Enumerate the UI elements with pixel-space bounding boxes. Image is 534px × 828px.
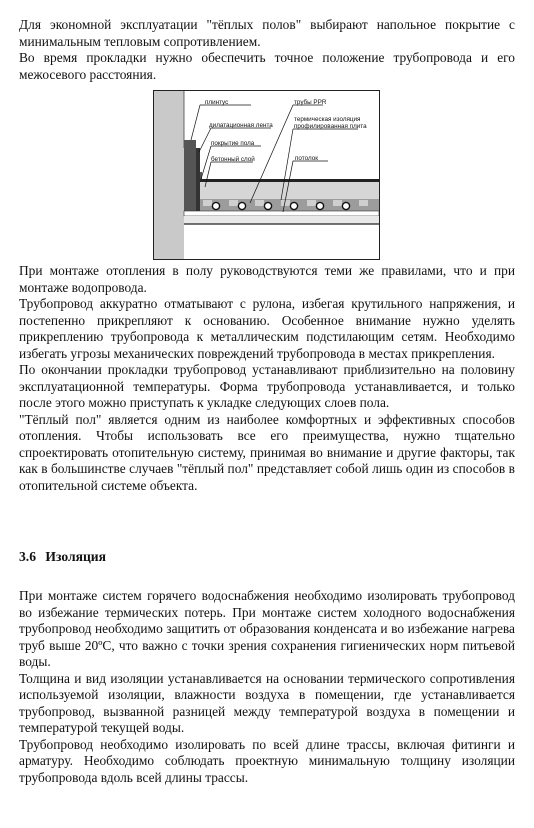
label-insulation-2: профилированная плита — [294, 123, 367, 130]
paragraph: Трубопровод аккуратно отматывают с рулона, избегая крутильного напряжения, и постепенно прикрепляют к основанию. Особенное внимание нужно уделять прикреплению трубопровода к металлическим подстилающим сетям. Необходимо избегать угрозы механических повреждений трубопровода в местах прикрепления. — [19, 296, 515, 361]
paragraph: Толщина и вид изоляции устанавливается на основании термического сопротивления используемой изоляции, влажности воздуха в помещении, где устанавливается трубопровод, вызванной разницей между температурой воздуха в помещении и температурой текущей воды. — [19, 670, 515, 735]
section-heading — [19, 549, 106, 565]
section-title: Изоляция — [45, 549, 106, 564]
paragraph: Трубопровод необходимо изолировать по всей длине трассы, включая фитинги и арматуру. Необходимо соблюдать проектную минимальную толщину изоляции трубопровода вдоль всей длины трассы. — [19, 736, 515, 785]
intro-text — [19, 17, 515, 83]
plinth-shape — [184, 140, 196, 215]
ceiling-shape — [184, 211, 379, 216]
label-pipes: трубы PPR — [294, 99, 327, 106]
paragraph: При монтаже отопления в полу руководствуются теми же правилами, что и при монтаже водопровода. — [19, 263, 515, 295]
paragraph: "Тёплый пол" является одним из наиболее комфортных и эффективных способов отопления. Чтобы использовать все его преимущества, нужно тщательно спроектировать отопительную систему, принимая во внимание и другие факторы, так как в большинстве случаев "тёплый пол" представляет собой лишь один из способов в отопительной системе объекта. — [19, 411, 515, 493]
paragraph: При монтаже систем горячего водоснабжения необходимо изолировать трубопровод во избежание термических потерь. При монтаже систем холодного водоснабжения трубопровод необходимо защитить от образования конденсата и во избежание нагрева труб выше 20ºС, что важно с точки зрения сохранения гигиенических норм питьевой воды. — [19, 588, 515, 669]
paragraph: Во время прокладки нужно обеспечить точное положение трубопровода и его межосевого расстояния. — [19, 50, 515, 82]
body-text-1 — [19, 263, 515, 494]
label-concrete: бетонный слой — [211, 156, 255, 163]
floor-cover-shape — [196, 179, 379, 182]
label-floor-cover: покрытие пола — [211, 140, 255, 147]
label-damper-tape: дилатационная лента — [209, 122, 273, 129]
paragraph: Для экономной эксплуатации "тёплых полов" выбирают напольное покрытие с минимальным тепловым сопротивлением. — [19, 17, 515, 49]
section-number: 3.6 — [19, 549, 36, 564]
label-plinth: плинтус — [205, 99, 229, 106]
heated-floor-diagram — [153, 90, 380, 260]
damper-tape-shape — [196, 148, 200, 211]
label-insulation-1: термическая изоляция — [294, 116, 361, 123]
body-text-2 — [19, 588, 515, 786]
paragraph: По окончании прокладки трубопровод устанавливают приблизительно на половину эксплуатационной температуры. Форма трубопровода устанавливается, и только после этого можно приступать к укладке следующих слоев пола. — [19, 362, 515, 410]
label-ceiling: потолок — [295, 155, 318, 162]
